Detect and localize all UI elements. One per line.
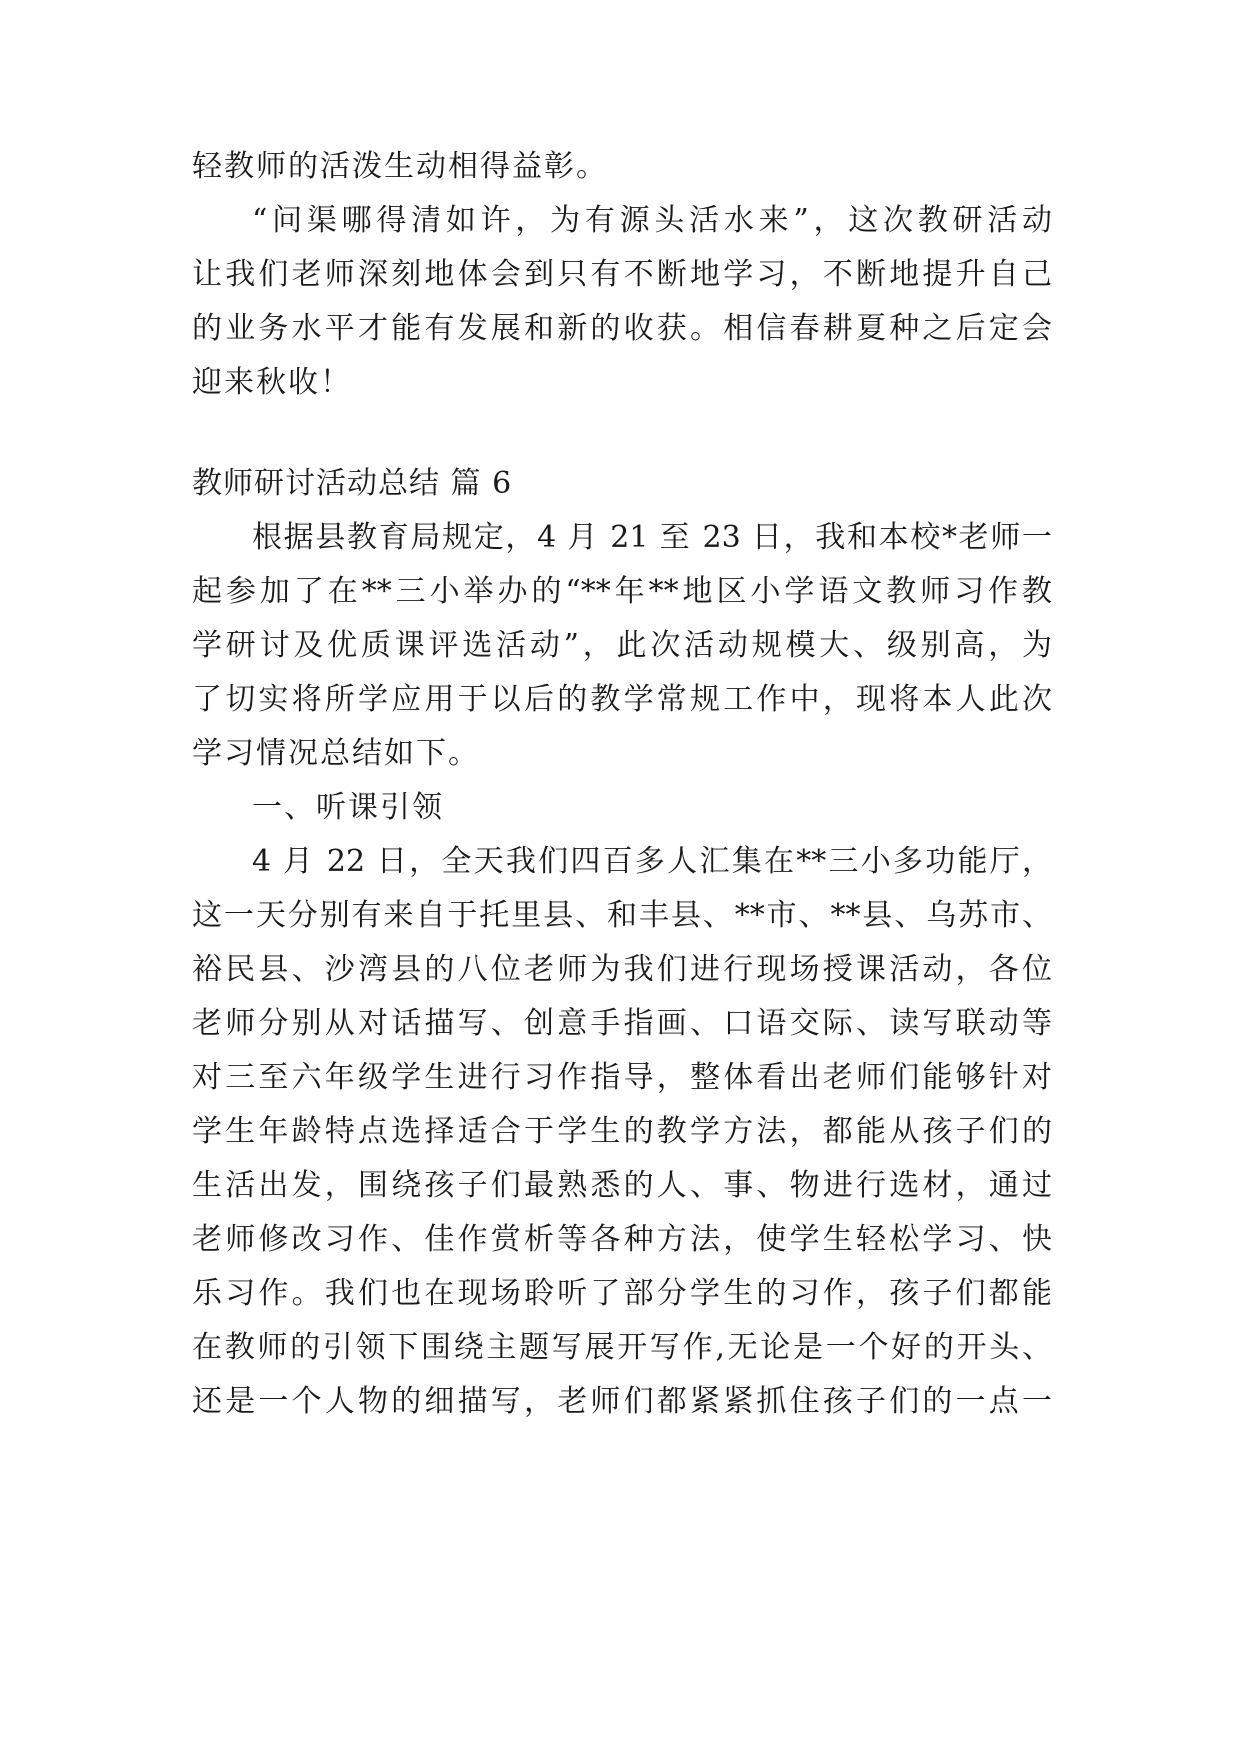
subsection-heading: 一、听课引领 — [252, 790, 444, 825]
paragraph-line: 学生年龄特点选择适合于学生的教学方法，都能从孩子们的 — [192, 1114, 1052, 1149]
paragraph-line: 轻教师的活泼生动相得益彰。 — [192, 149, 608, 184]
paragraph-line: 的业务水平才能有发展和新的收获。相信春耕夏种之后定会 — [192, 311, 1052, 346]
paragraph-line: “问渠哪得清如许，为有源头活水来”，这次教研活动 — [252, 203, 1052, 238]
paragraph-line: 4 月 22 日，全天我们四百多人汇集在**三小多功能厅， — [252, 844, 1052, 879]
paragraph-line: 学研讨及优质课评选活动”，此次活动规模大、级别高，为 — [192, 628, 1052, 663]
paragraph-line: 了切实将所学应用于以后的教学常规工作中，现将本人此次 — [192, 682, 1052, 717]
paragraph-line: 老师修改习作、佳作赏析等各种方法，使学生轻松学习、快 — [192, 1222, 1052, 1257]
paragraph-line: 起参加了在**三小举办的“**年**地区小学语文教师习作教 — [192, 574, 1052, 609]
paragraph-line: 老师分别从对话描写、创意手指画、口语交际、读写联动等 — [192, 1006, 1052, 1041]
paragraph-line: 这一天分别有来自于托里县、和丰县、**市、**县、乌苏市、 — [192, 898, 1052, 933]
paragraph-line: 迎来秋收！ — [192, 365, 352, 400]
paragraph-line: 生活出发，围绕孩子们最熟悉的人、事、物进行选材，通过 — [192, 1168, 1052, 1203]
paragraph-line: 裕民县、沙湾县的八位老师为我们进行现场授课活动，各位 — [192, 952, 1052, 987]
paragraph-line: 在教师的引领下围绕主题写展开写作,无论是一个好的开头、 — [192, 1330, 1052, 1365]
paragraph-line: 根据县教育局规定，4 月 21 至 23 日，我和本校*老师一 — [252, 520, 1052, 555]
section-title: 教师研讨活动总结 篇 6 — [192, 466, 513, 501]
paragraph-line: 学习情况总结如下。 — [192, 736, 480, 771]
paragraph-line: 对三至六年级学生进行习作指导，整体看出老师们能够针对 — [192, 1060, 1052, 1095]
paragraph-line: 乐习作。我们也在现场聆听了部分学生的习作，孩子们都能 — [192, 1276, 1052, 1311]
paragraph-line: 还是一个人物的细描写，老师们都紧紧抓住孩子们的一点一 — [192, 1384, 1052, 1419]
paragraph-line: 让我们老师深刻地体会到只有不断地学习，不断地提升自己 — [192, 257, 1052, 292]
